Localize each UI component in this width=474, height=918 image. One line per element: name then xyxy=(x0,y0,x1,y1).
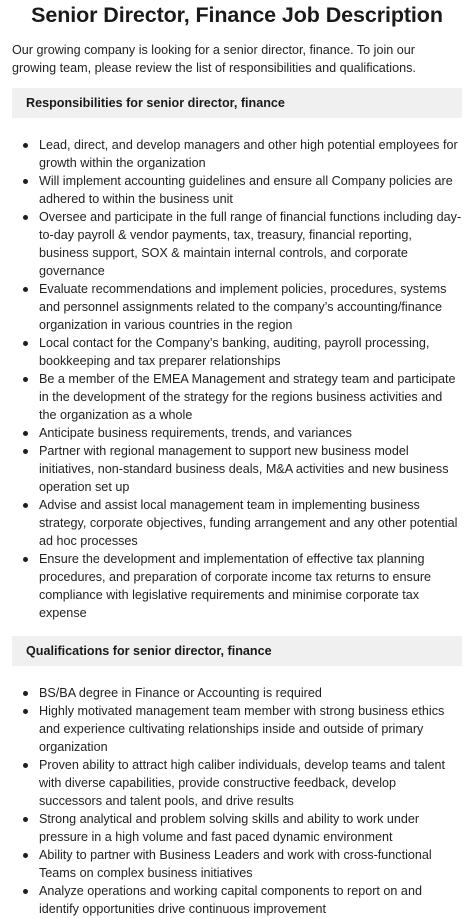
list-item: Will implement accounting guidelines and ensure all Company policies are adhered to within the business unit xyxy=(39,172,462,208)
page-title: Senior Director, Finance Job Description xyxy=(31,3,443,27)
responsibilities-list xyxy=(12,136,462,622)
list-item: Strong analytical and problem solving skills and ability to work under pressure in a high volume and fast paced dynamic environment xyxy=(39,810,462,846)
list-item: Oversee and participate in the full range of financial functions including day-to-day payroll & vendor payments, tax, treasury, financial reporting, business support, SOX & maintain internal controls, and corporate governance xyxy=(39,210,462,278)
list-item: Evaluate recommendations and implement policies, procedures, systems and personnel assignments related to the company’s accounting/finance organization in various countries in the region xyxy=(39,280,462,334)
list-item: Be a member of the EMEA Management and strategy team and participate in the development of the strategy for the regions business activities and the organization as a whole xyxy=(39,370,462,424)
list-item: Lead, direct, and develop managers and other high potential employees for growth within the organization xyxy=(39,136,462,172)
list-item: Advise and assist local management team in implementing business strategy, corporate objectives, funding arrangement and any other potential ad hoc processes xyxy=(39,496,462,550)
list-item: Ability to partner with Business Leaders and work with cross-functional Teams on complex business initiatives xyxy=(39,846,462,882)
list-item: Partner with regional management to support new business model initiatives, non-standard business deals, M&A activities and new business operation set up xyxy=(39,442,462,496)
list-item: Ensure the development and implementation of effective tax planning procedures, and preparation of corporate income tax returns to ensure compliance with legislative requirements and minimise corporate tax expense xyxy=(39,550,462,622)
list-item: BS/BA degree in Finance or Accounting is required xyxy=(39,684,462,702)
qualifications-heading: Qualifications for senior director, finance xyxy=(12,636,462,666)
list-item: Analyze operations and working capital components to report on and identify opportunities drive continuous improvement xyxy=(39,882,462,918)
list-item: Local contact for the Company’s banking, auditing, payroll processing, bookkeeping and tax preparer relationships xyxy=(39,334,462,370)
responsibilities-heading: Responsibilities for senior director, finance xyxy=(12,88,462,118)
list-item: Anticipate business requirements, trends, and variances xyxy=(39,424,462,442)
list-item: Highly motivated management team member with strong business ethics and experience cultivating relationships inside and outside of primary organization xyxy=(39,702,462,756)
qualifications-list xyxy=(12,684,462,918)
list-item: Proven ability to attract high caliber individuals, develop teams and talent with diverse capabilities, provide constructive feedback, develop successors and talent pools, and drive results xyxy=(39,756,462,810)
intro-paragraph: Our growing company is looking for a senior director, finance. To join our growing team, please review the list of responsibilities and qualifications. xyxy=(12,43,416,75)
